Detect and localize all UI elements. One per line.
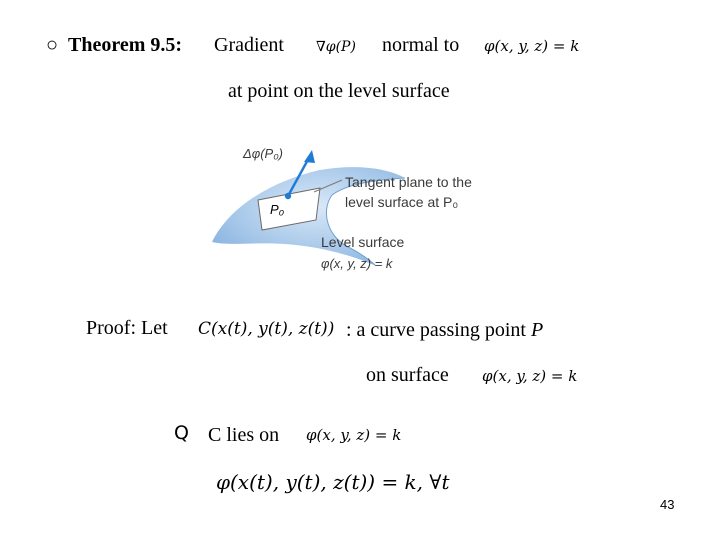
figure-tangent-label-2: level surface at P₀	[345, 194, 459, 210]
figure-level-label-2: φ(x, y, z) = k	[321, 256, 393, 271]
page-number: 43	[660, 497, 675, 512]
curve-expression: C(x(t), y(t), z(t))	[198, 319, 335, 339]
gradient-arrow-head	[304, 150, 315, 163]
surface-expression: φ(x, y, z) = k	[484, 37, 580, 55]
gradient-expression: ∇φ(P)	[316, 39, 356, 55]
figure-delta-label: Δφ(P₀)	[243, 146, 284, 161]
theorem-line-2: at point on the level surface	[228, 80, 450, 102]
figure-tangent-label-1: Tangent plane to the	[345, 174, 472, 190]
theorem-label: Theorem 9.5:	[68, 34, 183, 56]
point-p0-marker	[285, 193, 291, 199]
on-surface-expression: φ(x, y, z) = k	[482, 367, 578, 385]
c-lies-on-expression: φ(x, y, z) = k	[306, 426, 402, 444]
theorem-text-normal-to: normal to	[382, 34, 460, 56]
because-symbol: Q	[174, 422, 189, 444]
theorem-text-gradient: Gradient	[214, 34, 284, 56]
curve-point: P	[530, 319, 544, 341]
on-surface-text: on surface	[366, 364, 449, 386]
bullet: ○	[46, 34, 59, 56]
final-expression: φ(x(t), y(t), z(t)) = k, ∀t	[216, 470, 450, 494]
figure-point-label: P₀	[270, 202, 285, 217]
c-lies-on-text: C lies on	[208, 424, 280, 446]
proof-let: Proof: Let	[86, 317, 168, 339]
figure-level-label-1: Level surface	[321, 234, 405, 250]
curve-description: : a curve passing point P	[346, 319, 544, 341]
